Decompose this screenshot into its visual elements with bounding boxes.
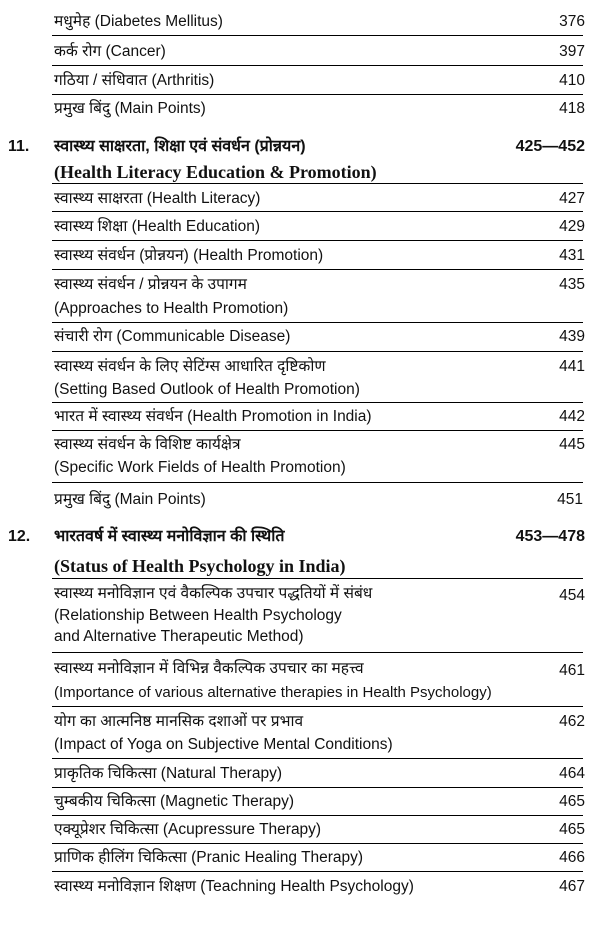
entry-title: मधुमेह (Diabetes Mellitus): [54, 13, 223, 30]
divider: [52, 758, 583, 759]
divider: [52, 65, 583, 66]
entry-title: स्वास्थ्य मनोविज्ञान शिक्षण (Teachning Health Psychology): [54, 878, 414, 895]
entry-title: चुम्बकीय चिकित्सा (Magnetic Therapy): [54, 793, 295, 810]
entry-page: 442: [559, 408, 585, 425]
divider: [52, 482, 583, 483]
divider: [52, 871, 583, 872]
divider: [52, 430, 583, 431]
entry-page: 467: [559, 878, 585, 895]
chapter-title: [54, 136, 377, 183]
entry-page: 465: [559, 821, 585, 838]
divider: [52, 351, 583, 352]
entry-page: 431: [559, 247, 585, 264]
chapter-title-english: (Status of Health Psychology in India): [54, 556, 346, 576]
entry-page: 445: [559, 436, 585, 453]
entry-page: 454: [559, 587, 585, 604]
entry-title: स्वास्थ्य मनोविज्ञान में विभिन्न वैकल्पिक उपचार का महत्त्व (Importance of various alternative therapies in Health Psychology): [54, 660, 492, 701]
entry-page: 462: [559, 713, 585, 730]
entry-page: 397: [559, 43, 585, 60]
divider: [52, 94, 583, 95]
chapter-title-hindi: स्वास्थ्य साक्षरता, शिक्षा एवं संवर्धन (प्रोन्नयन): [54, 138, 306, 155]
divider: [52, 183, 583, 184]
entry-page: 435: [559, 276, 585, 293]
entry-page: 465: [559, 793, 585, 810]
divider: [52, 843, 583, 844]
entry-page: 451: [557, 491, 583, 508]
entry-page: 439: [559, 328, 585, 345]
entry-title: स्वास्थ्य शिक्षा (Health Education): [54, 218, 261, 235]
entry-title: स्वास्थ्य संवर्धन के लिए सेटिंग्स आधारित दृष्टिकोण (Setting Based Outlook of Health Promotion): [54, 358, 360, 398]
entry-title: स्वास्थ्य संवर्धन के विशिष्ट कार्यक्षेत्र (Specific Work Fields of Health Promotion): [54, 436, 346, 476]
entry-title: एक्यूप्रेशर चिकित्सा (Acupressure Therapy): [54, 821, 322, 838]
entry-page: 461: [559, 662, 585, 679]
divider: [52, 240, 583, 241]
divider: [52, 652, 583, 653]
divider: [52, 322, 583, 323]
entry-page: 376: [559, 13, 585, 30]
entry-page: 429: [559, 218, 585, 235]
divider: [52, 706, 583, 707]
entry-page: 418: [559, 100, 585, 117]
entry-title: प्रमुख बिंदु (Main Points): [54, 100, 206, 117]
entry-page: 441: [559, 358, 585, 375]
entry-title: प्राकृतिक चिकित्सा (Natural Therapy): [54, 765, 282, 782]
entry-title: भारत में स्वास्थ्य संवर्धन (Health Promotion in India): [54, 408, 372, 425]
divider: [52, 35, 583, 36]
entry-title: संचारी रोग (Communicable Disease): [54, 328, 291, 345]
divider: [52, 578, 583, 579]
chapter-title-english: (Health Literacy Education & Promotion): [54, 162, 377, 182]
divider: [52, 815, 583, 816]
divider: [52, 787, 583, 788]
entry-title: स्वास्थ्य संवर्धन / प्रोन्नयन के उपागम (Approaches to Health Promotion): [54, 276, 289, 317]
divider: [52, 211, 583, 212]
entry-title: कर्क रोग (Cancer): [54, 43, 166, 60]
entry-page: 466: [559, 849, 585, 866]
entry-title: स्वास्थ्य मनोविज्ञान एवं वैकल्पिक उपचार पद्धतियों में संबंध (Relationship Between Health Psychology and Alternative Therapeutic Method): [54, 585, 373, 645]
chapter-title: [54, 526, 346, 577]
divider: [52, 269, 583, 270]
entry-title: प्राणिक हीलिंग चिकित्सा (Pranic Healing Therapy): [54, 849, 364, 866]
entry-title: स्वास्थ्य संवर्धन (प्रोन्नयन) (Health Promotion): [54, 247, 324, 264]
entry-title: प्रमुख बिंदु (Main Points): [54, 491, 206, 508]
entry-page: 427: [559, 190, 585, 207]
chapter-page-range: 453—478: [515, 528, 585, 545]
chapter-number: 12.: [8, 528, 31, 545]
chapter-number: 11.: [8, 138, 30, 155]
chapter-title-hindi: भारतवर्ष में स्वास्थ्य मनोविज्ञान की स्थिति: [54, 528, 285, 545]
entry-title: गठिया / संधिवात (Arthritis): [54, 72, 215, 89]
divider: [52, 402, 583, 403]
entry-title: योग का आत्मनिष्ठ मानसिक दशाओं पर प्रभाव (Impact of Yoga on Subjective Mental Conditions): [54, 713, 393, 753]
entry-page: 464: [559, 765, 585, 782]
entry-page: 410: [559, 72, 585, 89]
chapter-page-range: 425—452: [515, 138, 585, 155]
entry-title: स्वास्थ्य साक्षरता (Health Literacy): [54, 190, 261, 207]
